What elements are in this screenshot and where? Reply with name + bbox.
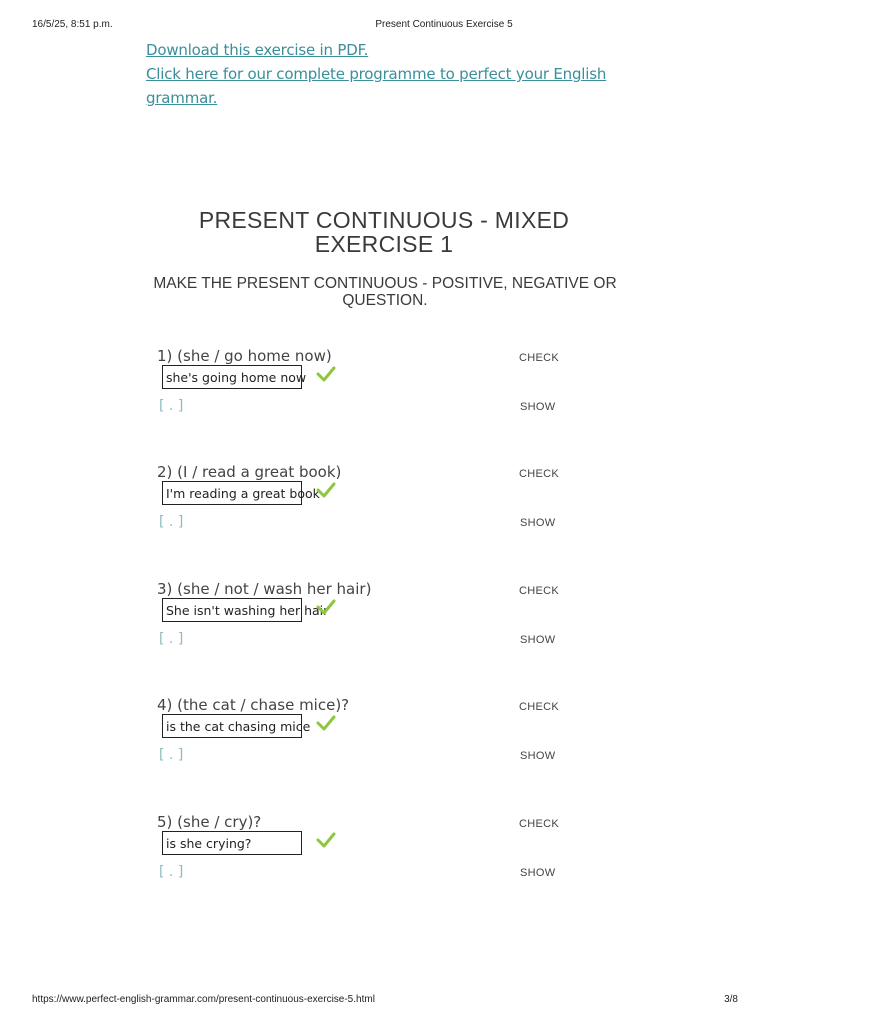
exercise-title-line2: EXERCISE 1 bbox=[314, 231, 454, 257]
check-button[interactable]: CHECK bbox=[519, 818, 560, 830]
hint-link[interactable]: [ . ] bbox=[159, 514, 184, 530]
question-3 bbox=[157, 580, 597, 660]
show-button[interactable]: SHOW bbox=[520, 517, 556, 529]
check-button[interactable]: CHECK bbox=[519, 352, 560, 364]
answer-input[interactable]: She isn't washing her hair bbox=[162, 598, 302, 622]
check-button[interactable]: CHECK bbox=[519, 701, 560, 713]
top-links bbox=[146, 38, 626, 110]
hint-link[interactable]: [ . ] bbox=[159, 864, 184, 880]
exercise-instructions bbox=[0, 275, 770, 309]
checkmark-icon bbox=[316, 832, 336, 848]
question-2 bbox=[157, 463, 597, 543]
answer-input[interactable]: is the cat chasing mice bbox=[162, 714, 302, 738]
question-prompt: 1) (she / go home now) bbox=[157, 347, 332, 365]
checkmark-icon bbox=[316, 715, 336, 731]
check-button[interactable]: CHECK bbox=[519, 468, 560, 480]
exercise-title bbox=[0, 208, 768, 256]
question-5 bbox=[157, 813, 597, 893]
exercise-title-line1: PRESENT CONTINUOUS - MIXED bbox=[198, 207, 570, 233]
checkmark-icon bbox=[316, 366, 336, 382]
hint-link[interactable]: [ . ] bbox=[159, 631, 184, 647]
instructions-line1: MAKE THE PRESENT CONTINUOUS - POSITIVE, NEGATIVE OR bbox=[153, 275, 617, 292]
question-4 bbox=[157, 696, 597, 776]
instructions-line2: QUESTION. bbox=[342, 292, 428, 309]
question-prompt: 4) (the cat / chase mice)? bbox=[157, 696, 350, 714]
print-date: 16/5/25, 8:51 p.m. bbox=[32, 19, 113, 30]
checkmark-icon bbox=[316, 482, 336, 498]
show-button[interactable]: SHOW bbox=[520, 867, 556, 879]
question-1 bbox=[157, 347, 597, 427]
print-url: https://www.perfect-english-grammar.com/present-continuous-exercise-5.html bbox=[32, 994, 375, 1005]
print-footer bbox=[0, 994, 768, 1008]
question-prompt: 2) (I / read a great book) bbox=[157, 463, 342, 481]
hint-link[interactable]: [ . ] bbox=[159, 398, 184, 414]
check-button[interactable]: CHECK bbox=[519, 585, 560, 597]
answer-input[interactable]: is she crying? bbox=[162, 831, 302, 855]
question-prompt: 3) (she / not / wash her hair) bbox=[157, 580, 372, 598]
checkmark-icon bbox=[316, 599, 336, 615]
print-header bbox=[0, 19, 768, 33]
show-button[interactable]: SHOW bbox=[520, 750, 556, 762]
page-number: 3/8 bbox=[724, 994, 738, 1005]
download-pdf-link[interactable]: Download this exercise in PDF. bbox=[146, 41, 369, 59]
print-title: Present Continuous Exercise 5 bbox=[375, 19, 513, 30]
show-button[interactable]: SHOW bbox=[520, 401, 556, 413]
show-button[interactable]: SHOW bbox=[520, 634, 556, 646]
programme-link[interactable]: Click here for our complete programme to perfect your English grammar. bbox=[146, 65, 607, 107]
answer-input[interactable]: she's going home now bbox=[162, 365, 302, 389]
question-prompt: 5) (she / cry)? bbox=[157, 813, 262, 831]
answer-input[interactable]: I'm reading a great book bbox=[162, 481, 302, 505]
hint-link[interactable]: [ . ] bbox=[159, 747, 184, 763]
